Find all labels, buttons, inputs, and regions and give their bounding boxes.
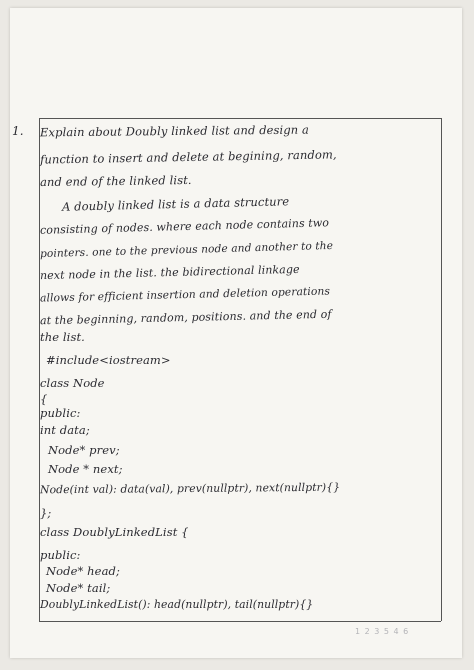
code-line: Node* prev; [48, 443, 120, 457]
margin-rule-left [39, 118, 40, 621]
answer-paragraph-line: allows for efficient insertion and deletion operations [39, 284, 331, 305]
answer-paragraph-line: consisting of nodes. where each node contains two [39, 216, 330, 237]
code-line: DoublyLinkedList(): head(nullptr), tail(nullptr){} [40, 598, 314, 611]
answer-paragraph-line: the list. [40, 330, 85, 344]
page-footer-mark: 1 2 3 5 4 6 [355, 627, 410, 636]
code-line: public: [40, 406, 81, 420]
code-line: int data; [40, 423, 90, 437]
code-line: class DoublyLinkedList { [40, 525, 189, 539]
code-line: Node * next; [48, 462, 123, 476]
code-line: { [40, 392, 48, 406]
code-line: class Node [40, 376, 105, 390]
code-line: #include<iostream> [46, 353, 171, 367]
answer-paragraph-line: A doubly linked list is a data structure [61, 194, 290, 214]
code-line: Node(int val): data(val), prev(nullptr), next(nullptr){} [39, 480, 341, 497]
margin-rule-top [39, 118, 441, 119]
question-title-line: and end of the linked list. [39, 172, 192, 190]
answer-paragraph-line: pointers. one to the previous node and another to the [39, 239, 334, 261]
code-line: public: [40, 548, 81, 562]
question-number: 1. [12, 124, 24, 138]
margin-rule-right [441, 118, 442, 621]
question-title-line: function to insert and delete at begining, random, [39, 147, 337, 167]
answer-paragraph-line: at the beginning, random, positions. and the end of [39, 307, 332, 328]
margin-rule-bottom [39, 621, 441, 622]
question-title-line: Explain about Doubly linked list and design a [39, 122, 310, 140]
answer-paragraph-line: next node in the list. the bidirectional linkage [39, 262, 300, 283]
code-line: Node* head; [46, 564, 120, 578]
code-line: Node* tail; [46, 581, 111, 595]
code-line: }; [40, 506, 52, 520]
